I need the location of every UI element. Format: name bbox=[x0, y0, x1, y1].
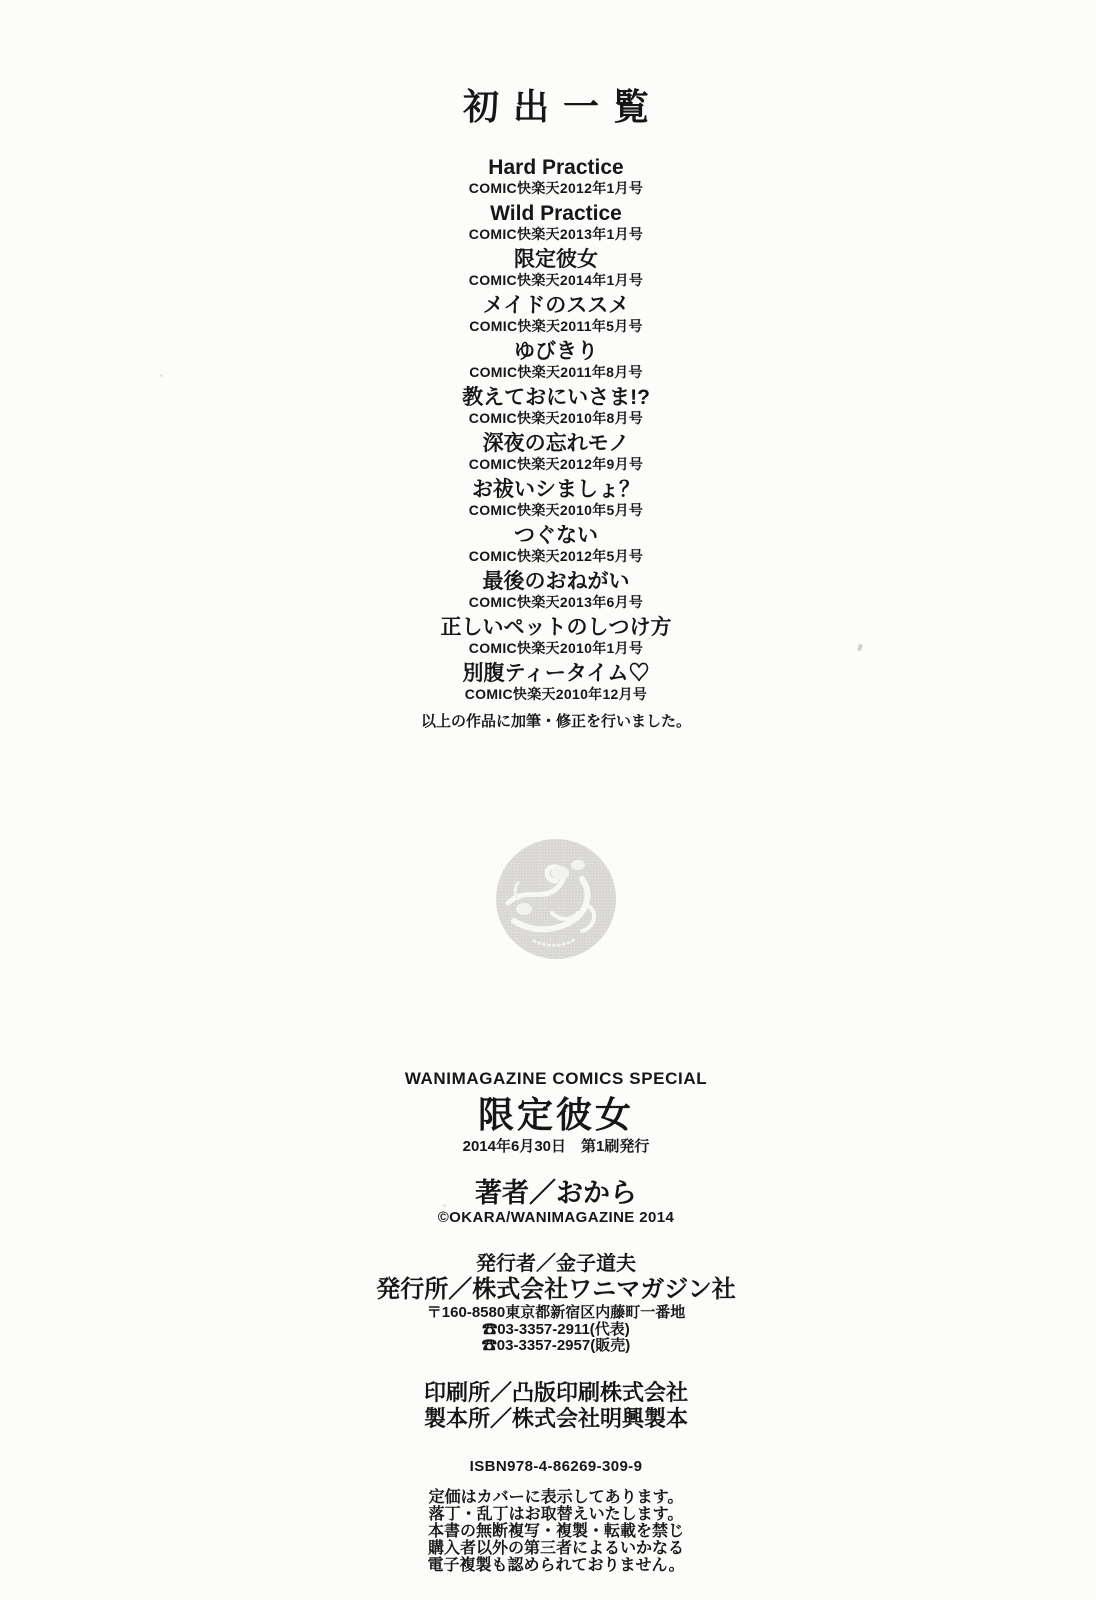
publisher-company: 発行所／株式会社ワニマガジン社 bbox=[376, 1276, 736, 1303]
work-title: Hard Practice bbox=[488, 156, 624, 179]
page-title: 初出一覧 bbox=[462, 86, 663, 127]
work-title: 最後のおねがい bbox=[482, 570, 630, 593]
work-source: COMIC快楽天2010年5月号 bbox=[468, 502, 644, 518]
work-item bbox=[8, 616, 1096, 657]
notice-line: 落丁・乱丁はお取替えいたします。 bbox=[428, 1506, 684, 1523]
author-line: 著者／おから bbox=[475, 1178, 637, 1208]
work-title: 限定彼女 bbox=[514, 248, 598, 271]
work-item bbox=[8, 340, 1096, 381]
work-source: COMIC快楽天2013年1月号 bbox=[468, 226, 644, 242]
work-title: 教えておにいさま!? bbox=[462, 386, 650, 409]
work-title: 深夜の忘れモノ bbox=[482, 432, 630, 455]
work-source: COMIC快楽天2014年1月号 bbox=[468, 272, 644, 288]
phone-sales: ☎03-3357-2957(販売) bbox=[481, 1337, 631, 1354]
work-title: つぐない bbox=[514, 524, 598, 547]
work-item bbox=[8, 662, 1096, 703]
work-title: Wild Practice bbox=[490, 202, 622, 225]
work-item bbox=[8, 478, 1096, 519]
copyright-line: ©OKARA/WANIMAGAZINE 2014 bbox=[437, 1209, 675, 1226]
work-source: COMIC快楽天2010年1月号 bbox=[468, 640, 644, 656]
work-source: COMIC快楽天2013年6月号 bbox=[468, 594, 644, 610]
publisher-seal bbox=[8, 837, 1096, 961]
work-source: COMIC快楽天2012年9月号 bbox=[468, 456, 644, 472]
first-publication-list bbox=[8, 156, 1096, 703]
series-label: WANIMAGAZINE COMICS SPECIAL bbox=[404, 1069, 708, 1088]
revision-note: 以上の作品に加筆・修正を行いました。 bbox=[420, 713, 691, 730]
work-item bbox=[8, 156, 1096, 197]
work-source: COMIC快楽天2011年8月号 bbox=[469, 364, 643, 380]
work-item bbox=[8, 386, 1096, 427]
work-title: お祓いシましょ？ bbox=[472, 478, 640, 501]
notice-line: 定価はカバーに表示してあります。 bbox=[428, 1489, 684, 1506]
publisher-block bbox=[8, 1253, 1096, 1354]
work-item bbox=[8, 294, 1096, 335]
work-title: ゆびきり bbox=[514, 340, 598, 363]
book-title: 限定彼女 bbox=[477, 1094, 634, 1135]
work-item bbox=[8, 432, 1096, 473]
wanimagazine-crocodile-seal-icon bbox=[494, 837, 618, 961]
printing-block bbox=[8, 1380, 1096, 1432]
isbn: ISBN978-4-86269-309-9 bbox=[469, 1458, 643, 1475]
notice-line: 購入者以外の第三者によるいかなる bbox=[427, 1540, 684, 1557]
publisher-address: 〒160-8580東京都新宿区内藤町一番地 bbox=[426, 1304, 686, 1321]
notice-line: 本書の無断複写・複製・転載を禁じ bbox=[427, 1523, 684, 1540]
page-content bbox=[8, 0, 1096, 1574]
work-source: COMIC快楽天2011年5月号 bbox=[469, 318, 643, 334]
work-item bbox=[8, 248, 1096, 289]
work-source: COMIC快楽天2012年5月号 bbox=[468, 548, 644, 564]
work-source: COMIC快楽天2012年1月号 bbox=[468, 180, 644, 196]
work-title: 正しいペットのしつけ方 bbox=[440, 616, 672, 639]
binder-line: 製本所／株式会社明興製本 bbox=[423, 1406, 688, 1431]
work-item bbox=[8, 202, 1096, 243]
print-date: 2014年6月30日 第1刷発行 bbox=[462, 1138, 650, 1155]
notice-line: 電子複製も認められておりません。 bbox=[427, 1557, 685, 1574]
work-title: メイドのススメ bbox=[482, 294, 630, 317]
phone-main: ☎03-3357-2911(代表) bbox=[482, 1321, 630, 1338]
work-source: COMIC快楽天2010年12月号 bbox=[464, 686, 648, 702]
work-item bbox=[8, 524, 1096, 565]
printer-line: 印刷所／凸版印刷株式会社 bbox=[423, 1380, 688, 1405]
work-source: COMIC快楽天2010年8月号 bbox=[468, 410, 644, 426]
publisher-person: 発行者／金子道夫 bbox=[476, 1253, 636, 1275]
work-title: 別腹ティータイム♡ bbox=[462, 662, 650, 685]
work-item bbox=[8, 570, 1096, 611]
legal-notice bbox=[8, 1489, 1096, 1574]
